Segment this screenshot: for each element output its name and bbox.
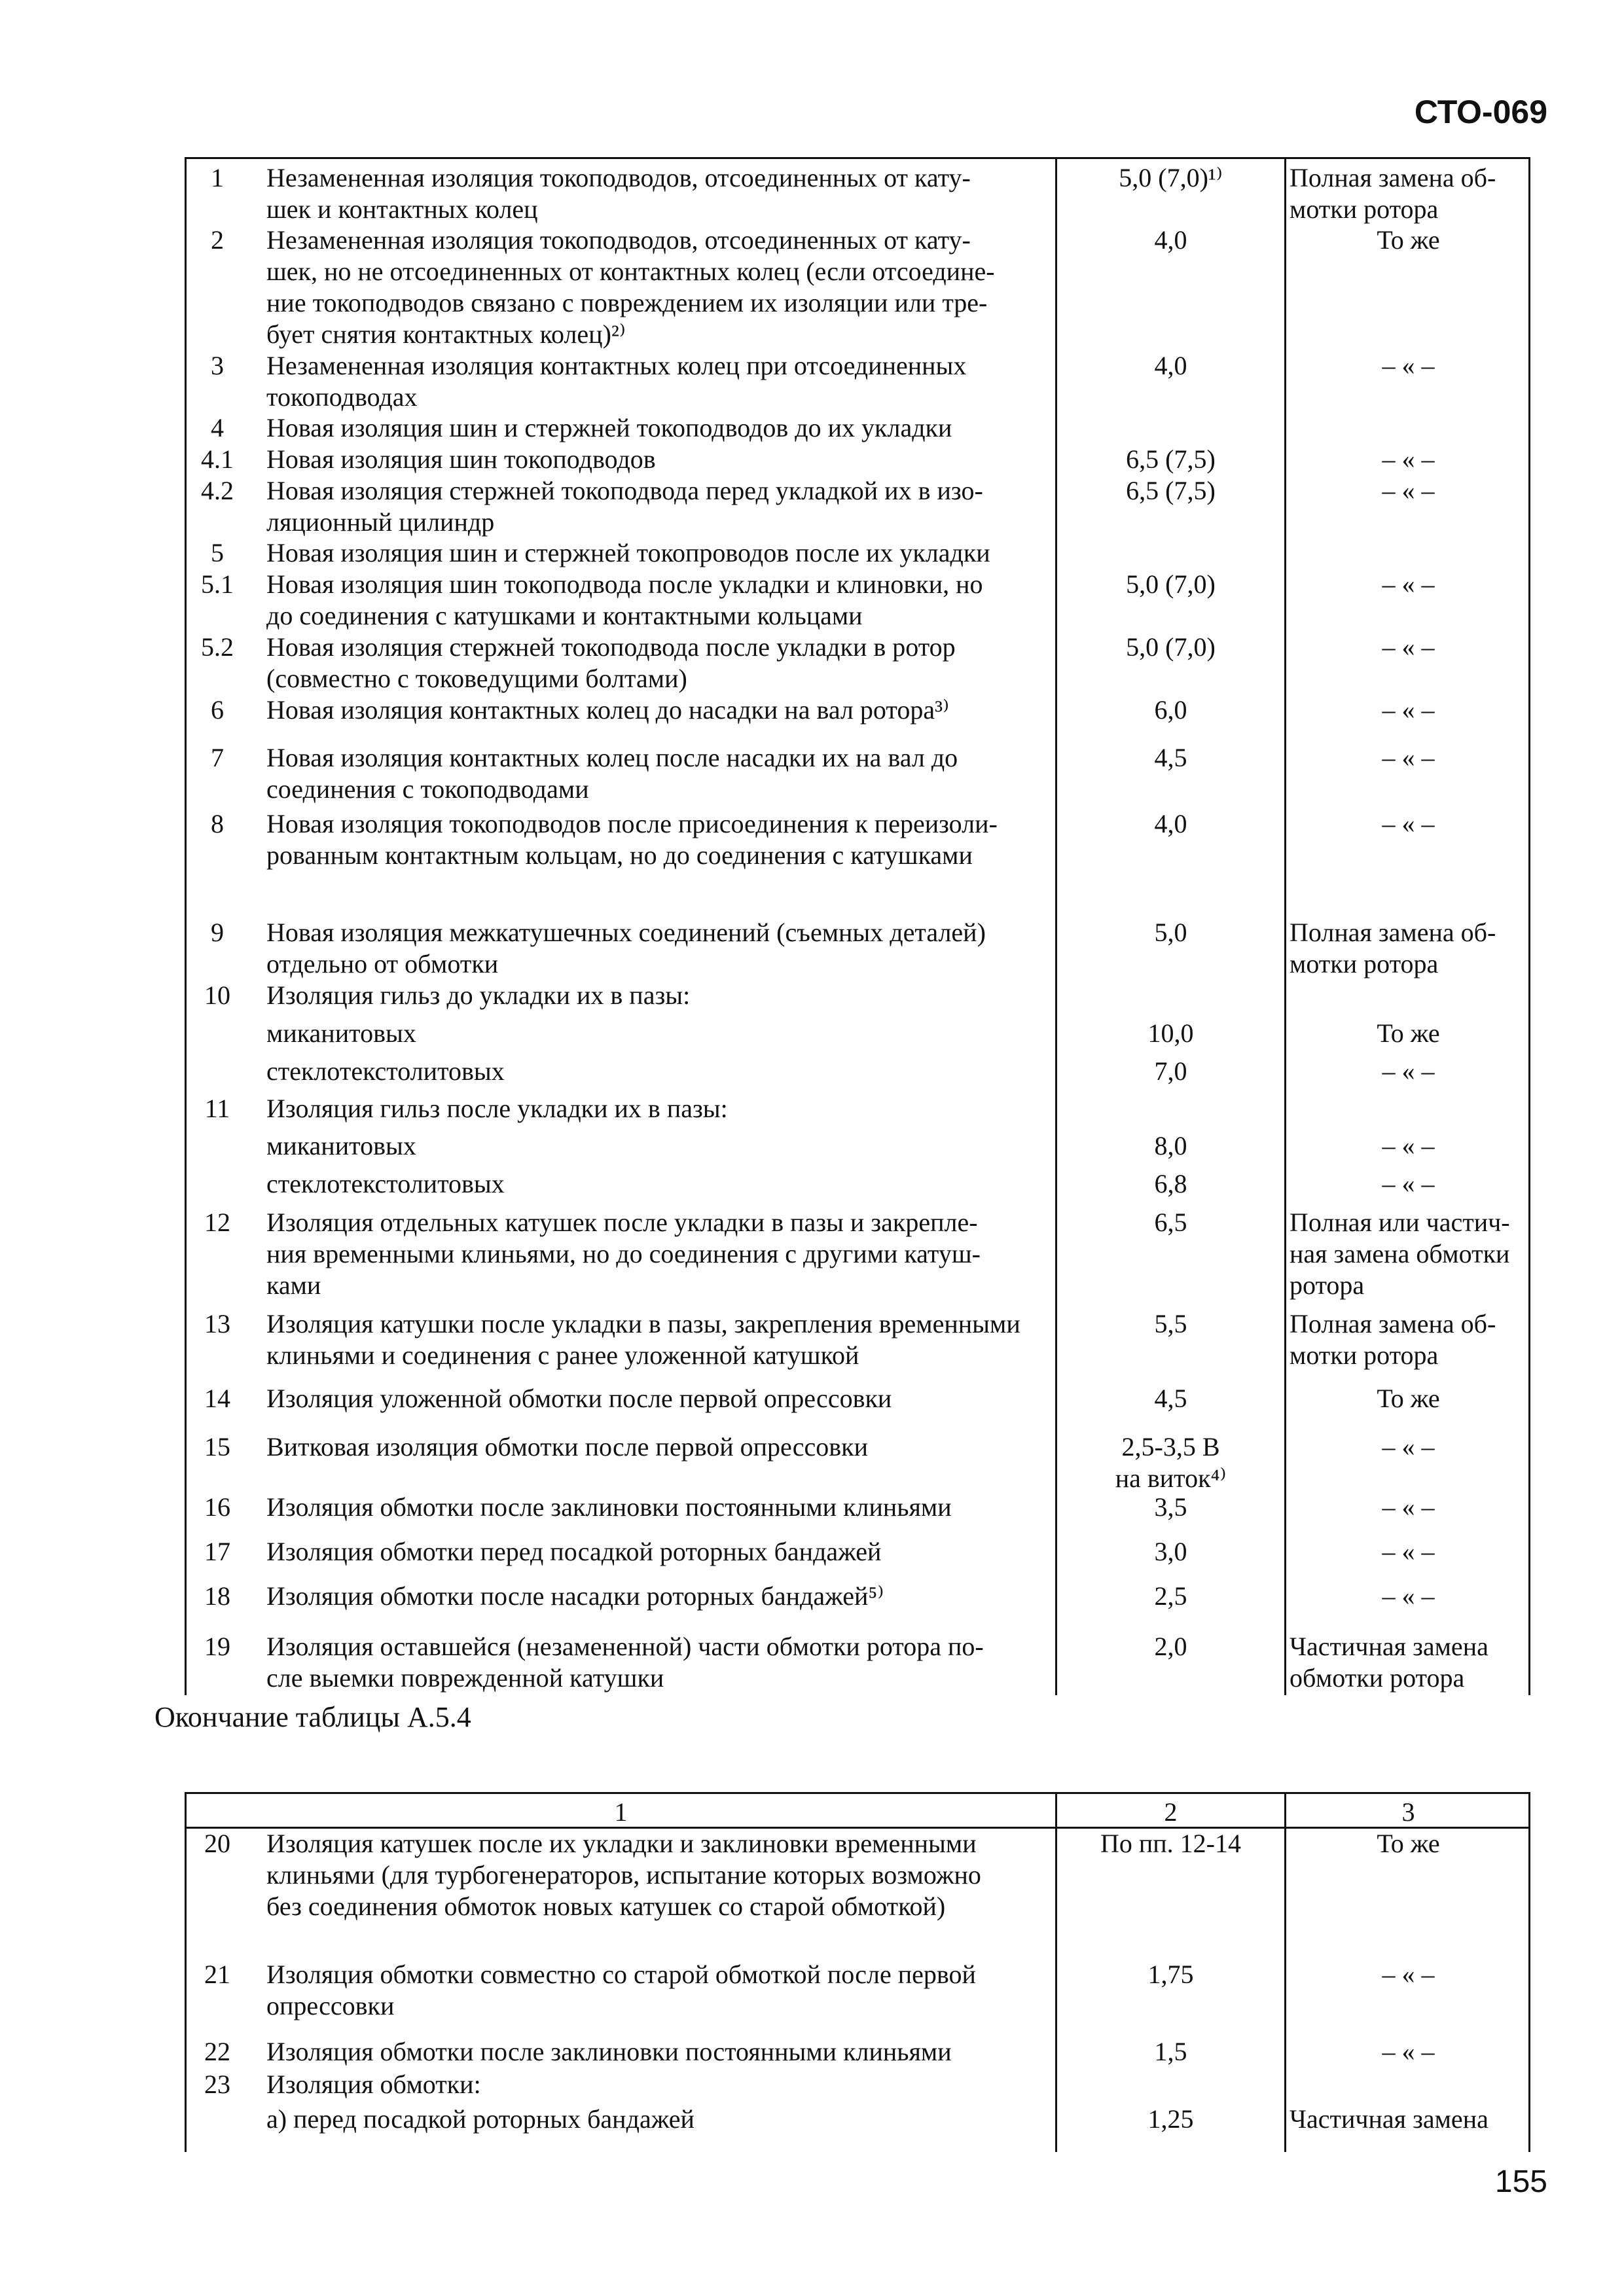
row-test-voltage: 3,0 bbox=[1154, 1537, 1187, 1566]
row-description: Изоляция уложенной обмотки после первой опрессовки bbox=[266, 1384, 892, 1413]
row-scope-note: – « – bbox=[1382, 1169, 1435, 1198]
row-scope-note: – « – bbox=[1382, 632, 1435, 662]
row-test-voltage: 4,0 bbox=[1154, 809, 1187, 838]
row-description: Новая изоляция токоподводов после присоединения к переизоли- рованным контактным кольцам, но до соединения с катушками bbox=[266, 809, 998, 870]
row-description: Витковая изоляция обмотки после первой опрессовки bbox=[266, 1432, 869, 1462]
row-scope-note: – « – bbox=[1382, 1492, 1435, 1522]
row-test-voltage: 6,8 bbox=[1154, 1169, 1187, 1198]
page-number: 155 bbox=[1494, 2164, 1547, 2199]
row-number: 2 bbox=[211, 225, 224, 255]
row-number: 8 bbox=[211, 809, 224, 838]
row-number: 4.2 bbox=[201, 476, 234, 505]
row-scope-note: – « – bbox=[1382, 1581, 1435, 1611]
row-number: 16 bbox=[204, 1492, 230, 1522]
row-description: Незамененная изоляция контактных колец при отсоединенных токоподводах bbox=[266, 351, 967, 412]
row-scope-note: – « – bbox=[1382, 695, 1435, 725]
row-description: Изоляция обмотки: bbox=[266, 2070, 481, 2099]
row-scope-note: – « – bbox=[1382, 1537, 1435, 1566]
row-scope-note: – « – bbox=[1382, 809, 1435, 838]
row-scope-note: То же bbox=[1377, 1384, 1440, 1413]
row-description: Изоляция обмотки после заклиновки постоянными клиньями bbox=[266, 2037, 952, 2066]
row-test-voltage: 4,5 bbox=[1154, 1384, 1187, 1413]
document-code: СТО-069 bbox=[1414, 94, 1547, 130]
row-test-voltage: 2,5-3,5 В на виток⁴⁾ bbox=[1115, 1432, 1227, 1493]
row-scope-note: То же bbox=[1377, 1018, 1440, 1048]
row-number: 18 bbox=[204, 1581, 230, 1611]
row-test-voltage: 1,25 bbox=[1147, 2104, 1194, 2134]
row-scope-note: – « – bbox=[1382, 1960, 1435, 1989]
row-number: 9 bbox=[211, 918, 224, 947]
row-number: 3 bbox=[211, 351, 224, 380]
row-description: Новая изоляция шин токоподводов bbox=[266, 444, 656, 474]
row-description: Изоляция оставшейся (незамененной) части обмотки ротора по- сле выемки поврежденной катушки bbox=[266, 1632, 984, 1693]
row-test-voltage: 5,0 (7,0)¹⁾ bbox=[1119, 163, 1223, 192]
row-description: Изоляция обмотки после заклиновки постоянными клиньями bbox=[266, 1492, 952, 1522]
row-scope-note: – « – bbox=[1382, 1432, 1435, 1462]
row-number: 21 bbox=[204, 1960, 230, 1989]
row-test-voltage: 2,0 bbox=[1154, 1632, 1187, 1661]
row-description: Новая изоляция контактных колец до насадки на вал ротора³⁾ bbox=[266, 695, 949, 725]
row-scope-note: – « – bbox=[1382, 743, 1435, 772]
row-description: стеклотекстолитовых bbox=[266, 1169, 505, 1198]
row-description: Незамененная изоляция токоподводов, отсоединенных от кату- шек и контактных колец bbox=[266, 163, 971, 224]
row-description: Новая изоляция шин и стержней токопроводов после их укладки bbox=[266, 538, 990, 567]
row-number: 4 bbox=[211, 413, 224, 442]
row-number: 12 bbox=[204, 1208, 230, 1237]
column-header-3: 3 bbox=[1401, 1797, 1415, 1827]
row-test-voltage: 6,5 bbox=[1154, 1208, 1187, 1237]
row-description: Изоляция катушек после их укладки и заклиновки временными клиньями (для турбогенераторов, испытание которых возможно без соединения обмоток новых катушек со старой обмоткой) bbox=[266, 1829, 981, 1921]
row-description: миканитовых bbox=[266, 1018, 416, 1048]
row-number: 14 bbox=[204, 1384, 230, 1413]
row-number: 23 bbox=[204, 2070, 230, 2099]
row-number: 13 bbox=[204, 1309, 230, 1338]
row-description: стеклотекстолитовых bbox=[266, 1056, 505, 1086]
row-number: 11 bbox=[204, 1094, 230, 1123]
row-test-voltage: 8,0 bbox=[1154, 1131, 1187, 1160]
row-description: Изоляция гильз до укладки их в пазы: bbox=[266, 980, 691, 1010]
row-test-voltage: 2,5 bbox=[1154, 1581, 1187, 1611]
row-number: 4.1 bbox=[201, 444, 234, 474]
row-description: Изоляция катушки после укладки в пазы, закрепления временными клиньями и соединения с ранее уложенной катушкой bbox=[266, 1309, 1020, 1370]
row-number: 10 bbox=[204, 980, 230, 1010]
row-description: Новая изоляция шин и стержней токоподводов до их укладки bbox=[266, 413, 952, 442]
row-description: Изоляция гильз после укладки их в пазы: bbox=[266, 1094, 728, 1123]
row-test-voltage: 1,75 bbox=[1147, 1960, 1194, 1989]
row-scope-note: Полная замена об- мотки ротора bbox=[1290, 1309, 1496, 1370]
row-test-voltage: 3,5 bbox=[1154, 1492, 1187, 1522]
row-test-voltage: 1,5 bbox=[1154, 2037, 1187, 2066]
insulation-test-table-continued bbox=[185, 157, 1530, 1695]
row-test-voltage: 6,5 (7,5) bbox=[1126, 476, 1216, 505]
row-scope-note: – « – bbox=[1382, 476, 1435, 505]
row-scope-note: – « – bbox=[1382, 444, 1435, 474]
row-description: Новая изоляция шин токоподвода после укладки и клиновки, но до соединения с катушками и контактными кольцами bbox=[266, 569, 983, 630]
row-test-voltage: 4,0 bbox=[1154, 351, 1187, 380]
row-number: 5.1 bbox=[201, 569, 234, 599]
row-description: Новая изоляция стержней токоподвода после укладки в ротор (совместно с токоведущими болтами) bbox=[266, 632, 956, 693]
table-caption: Окончание таблицы А.5.4 bbox=[154, 1701, 471, 1733]
row-number: 20 bbox=[204, 1829, 230, 1858]
row-test-voltage: 5,0 bbox=[1154, 918, 1187, 947]
row-test-voltage: 6,0 bbox=[1154, 695, 1187, 725]
row-scope-note: – « – bbox=[1382, 2037, 1435, 2066]
row-number: 6 bbox=[211, 695, 224, 725]
row-scope-note: Полная или частич- ная замена обмотки ротора bbox=[1290, 1208, 1510, 1300]
row-number: 5.2 bbox=[201, 632, 234, 662]
row-test-voltage: 6,5 (7,5) bbox=[1126, 444, 1216, 474]
row-description: Изоляция отдельных катушек после укладки в пазы и закрепле- ния временными клиньями, но до соединения с другими катуш- ками bbox=[266, 1208, 981, 1300]
row-scope-note: – « – bbox=[1382, 1131, 1435, 1160]
row-description: Изоляция обмотки совместно со старой обмоткой после первой опрессовки bbox=[266, 1960, 976, 2020]
row-scope-note: – « – bbox=[1382, 1056, 1435, 1086]
row-test-voltage: 4,5 bbox=[1154, 743, 1187, 772]
row-description: Новая изоляция стержней токоподвода перед укладкой их в изо- ляционный цилиндр bbox=[266, 476, 983, 537]
row-scope-note: Частичная замена bbox=[1290, 2104, 1489, 2134]
row-description: Изоляция обмотки перед посадкой роторных бандажей bbox=[266, 1537, 882, 1566]
row-description: а) перед посадкой роторных бандажей bbox=[266, 2104, 695, 2134]
row-test-voltage: 10,0 bbox=[1147, 1018, 1194, 1048]
row-description: Изоляция обмотки после насадки роторных бандажей⁵⁾ bbox=[266, 1581, 884, 1611]
row-description: Новая изоляция межкатушечных соединений (съемных деталей) отдельно от обмотки bbox=[266, 918, 986, 978]
row-test-voltage: 5,0 (7,0) bbox=[1126, 632, 1216, 662]
row-scope-note: – « – bbox=[1382, 569, 1435, 599]
column-header-1: 1 bbox=[614, 1797, 628, 1827]
row-number: 22 bbox=[204, 2037, 230, 2066]
row-scope-note: Полная замена об- мотки ротора bbox=[1290, 163, 1496, 224]
table-header-row bbox=[187, 1794, 1528, 1829]
row-test-voltage: 7,0 bbox=[1154, 1056, 1187, 1086]
row-number: 19 bbox=[204, 1632, 230, 1661]
row-number: 1 bbox=[211, 163, 224, 192]
column-header-2: 2 bbox=[1164, 1797, 1178, 1827]
row-description: миканитовых bbox=[266, 1131, 416, 1160]
row-number: 7 bbox=[211, 743, 224, 772]
row-scope-note: Частичная замена обмотки ротора bbox=[1290, 1632, 1489, 1693]
row-scope-note: – « – bbox=[1382, 351, 1435, 380]
row-description: Новая изоляция контактных колец после насадки их на вал до соединения с токоподводами bbox=[266, 743, 958, 804]
row-test-voltage: 5,0 (7,0) bbox=[1126, 569, 1216, 599]
row-scope-note: Полная замена об- мотки ротора bbox=[1290, 918, 1496, 978]
row-scope-note: То же bbox=[1377, 225, 1440, 255]
row-test-voltage: По пп. 12-14 bbox=[1100, 1829, 1242, 1858]
insulation-test-table-end bbox=[185, 1792, 1530, 2152]
row-scope-note: То же bbox=[1377, 1829, 1440, 1858]
row-test-voltage: 5,5 bbox=[1154, 1309, 1187, 1338]
row-number: 17 bbox=[204, 1537, 230, 1566]
column-divider bbox=[1284, 159, 1286, 1695]
row-number: 5 bbox=[211, 538, 224, 567]
row-description: Незамененная изоляция токоподводов, отсоединенных от кату- шек, но не отсоединенных от контактных колец (если отсоедине- ние токоподводов связано с повреждением их изоляции или тре- бует снятия контактных колец)²⁾ bbox=[266, 225, 995, 349]
row-test-voltage: 4,0 bbox=[1154, 225, 1187, 255]
row-number: 15 bbox=[204, 1432, 230, 1462]
